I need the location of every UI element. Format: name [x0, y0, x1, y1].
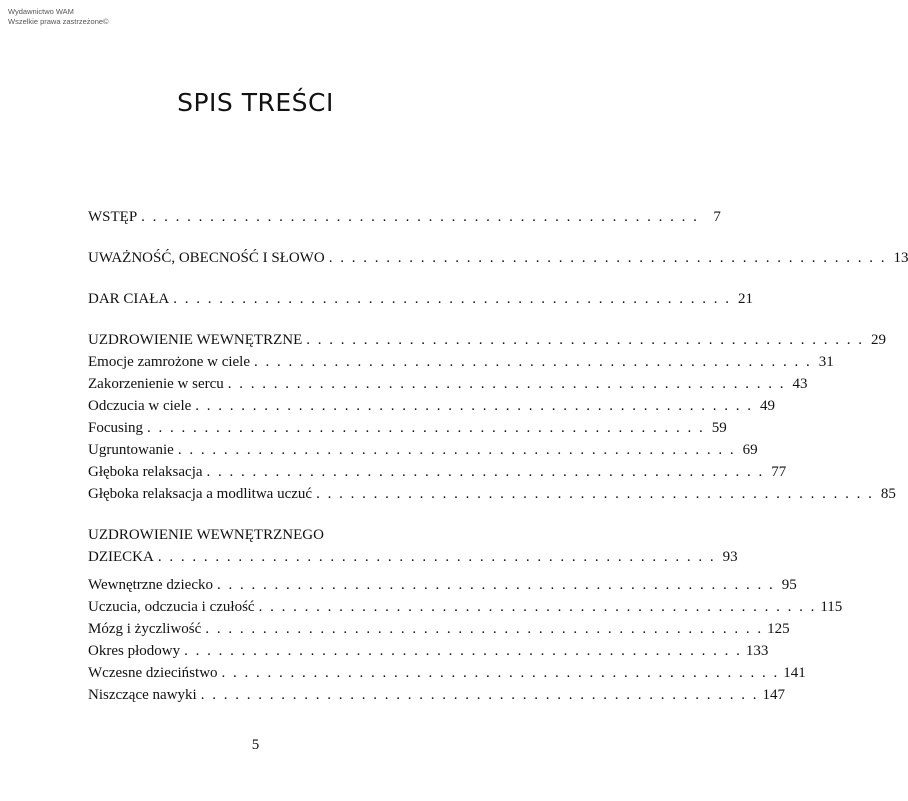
toc-entry-page: 95: [781, 577, 797, 593]
toc-entry: [88, 546, 738, 568]
toc-group: [88, 206, 721, 228]
toc-entry-page: 31: [818, 354, 834, 370]
toc-entry: [88, 439, 758, 461]
toc-entry-page: 49: [760, 398, 776, 414]
toc-entry-page: 93: [722, 549, 738, 565]
toc-entry-label: DZIECKA: [88, 549, 154, 565]
dot-leader: . . . . . . . . . . . . . . . . . . . . . . . . . . . . . . . . . . . . . . . . . . . . . . . . .: [200, 687, 759, 703]
dot-leader: . . . . . . . . . . . . . . . . . . . . . . . . . . . . . . . . . . . . . . . . . . . . . . . . .: [227, 376, 786, 392]
page-number: 5: [251, 737, 260, 753]
toc-entry-label: Głęboka relaksacja a modlitwa uczuć: [88, 486, 313, 502]
toc-entry: [88, 618, 790, 640]
toc-entry: [88, 483, 896, 505]
toc-entry: [88, 288, 753, 310]
toc-entry-label: Wewnętrzne dziecko: [88, 577, 213, 593]
toc-entry-page: 43: [792, 376, 808, 392]
dot-leader: . . . . . . . . . . . . . . . . . . . . . . . . . . . . . . . . . . . . . . . . . . . . . . . . .: [254, 354, 812, 370]
toc-group: [88, 524, 843, 706]
dot-leader: . . . . . . . . . . . . . . . . . . . . . . . . . . . . . . . . . . . . . . . . . . . . . . . . .: [328, 250, 887, 266]
toc-entry-label: Mózg i życzliwość: [88, 621, 202, 637]
dot-leader: . . . . . . . . . . . . . . . . . . . . . . . . . . . . . . . . . . . . . . . . . . . . . . . . .: [216, 577, 775, 593]
copyright-notice: Wszelkie prawa zastrzeżone©: [8, 17, 109, 26]
dot-leader: . . . . . . . . . . . . . . . . . . . . . . . . . . . . . . . . . . . . . . . . . . . . . . . . .: [173, 291, 731, 307]
toc-entry: [88, 574, 797, 596]
toc-entry-page: 141: [783, 665, 806, 681]
toc-group: [88, 288, 753, 310]
toc-group: [88, 247, 908, 269]
dot-leader: . . . . . . . . . . . . . . . . . . . . . . . . . . . . . . . . . . . . . . . . . . . . . . . . .: [184, 643, 742, 659]
dot-leader: . . . . . . . . . . . . . . . . . . . . . . . . . . . . . . . . . . . . . . . . . . . . . . . . .: [147, 420, 705, 436]
toc-entry-label: Głęboka relaksacja: [88, 464, 203, 480]
toc-entry: [88, 640, 769, 662]
toc-entry-label: Odczucia w ciele: [88, 398, 192, 414]
toc-entry-label: Okres płodowy: [88, 643, 181, 659]
publisher-notice: [8, 7, 109, 27]
toc-entry: [88, 329, 886, 351]
toc-entry: [88, 662, 806, 684]
dot-leader: . . . . . . . . . . . . . . . . . . . . . . . . . . . . . . . . . . . . . . . . . . . . . . . . .: [195, 398, 754, 414]
toc-entry-page: 21: [738, 291, 753, 307]
toc-group: [88, 329, 896, 505]
page-title: SPIS TREŚCI: [177, 88, 334, 117]
dot-leader: . . . . . . . . . . . . . . . . . . . . . . . . . . . . . . . . . . . . . . . . . . . . . . . . .: [177, 442, 736, 458]
toc-entry-label: UWAŻNOŚĆ, OBECNOŚĆ I SŁOWO: [88, 250, 325, 266]
toc-entry: [88, 395, 776, 417]
toc-entry: [88, 684, 785, 706]
toc-entry-page: 69: [742, 442, 758, 458]
dot-leader: . . . . . . . . . . . . . . . . . . . . . . . . . . . . . . . . . . . . . . . . . . . . . . . . .: [206, 464, 765, 480]
dot-leader: . . . . . . . . . . . . . . . . . . . . . . . . . . . . . . . . . . . . . . . . . . . . . . . . .: [306, 332, 864, 348]
toc-entry-label: Uczucia, odczucia i czułość: [88, 599, 255, 615]
toc-entry-label: Niszczące nawyki: [88, 687, 197, 703]
publisher-name: Wydawnictwo WAM: [8, 7, 74, 16]
toc-entry-page: 125: [767, 621, 790, 637]
toc-entry-label: Ugruntowanie: [88, 442, 174, 458]
table-of-contents: [88, 206, 908, 706]
toc-entry-page: 147: [762, 687, 785, 703]
toc-entry: [88, 417, 727, 439]
toc-entry-label: Emocje zamrożone w ciele: [88, 354, 250, 370]
dot-leader: . . . . . . . . . . . . . . . . . . . . . . . . . . . . . . . . . . . . . . . . . . . . . . . . .: [141, 209, 699, 225]
toc-entry-page: 85: [880, 486, 896, 502]
toc-entry: [88, 351, 834, 373]
toc-entry-page: 77: [771, 464, 787, 480]
toc-entry-page: 133: [745, 643, 769, 659]
toc-entry-label: DAR CIAŁA: [88, 291, 170, 307]
toc-entry-label: Zakorzenienie w sercu: [88, 376, 224, 392]
toc-entry-page: 13: [893, 250, 908, 266]
toc-entry-page: 59: [711, 420, 727, 436]
dot-leader: . . . . . . . . . . . . . . . . . . . . . . . . . . . . . . . . . . . . . . . . . . . . . . . . .: [316, 486, 874, 502]
toc-entry-label: UZDROWIENIE WEWNĘTRZNE: [88, 332, 303, 348]
toc-heading-first-line: UZDROWIENIE WEWNĘTRZNEGO: [88, 527, 324, 543]
toc-entry-page: 7: [713, 209, 721, 225]
dot-leader: . . . . . . . . . . . . . . . . . . . . . . . . . . . . . . . . . . . . . . . . . . . . . . . . .: [221, 665, 780, 681]
dot-leader: . . . . . . . . . . . . . . . . . . . . . . . . . . . . . . . . . . . . . . . . . . . . . . . . .: [205, 621, 764, 637]
toc-entry-page: 29: [871, 332, 886, 348]
toc-entry: [88, 461, 787, 483]
dot-leader: . . . . . . . . . . . . . . . . . . . . . . . . . . . . . . . . . . . . . . . . . . . . . . . . .: [157, 549, 716, 565]
toc-entry: [88, 206, 721, 228]
toc-entry: [88, 373, 808, 395]
toc-entry: [88, 247, 908, 269]
toc-entry-label: Wczesne dzieciństwo: [88, 665, 218, 681]
toc-entry: [88, 596, 843, 618]
toc-entry-label: Focusing: [88, 420, 144, 436]
toc-entry-page: 115: [820, 599, 843, 615]
dot-leader: . . . . . . . . . . . . . . . . . . . . . . . . . . . . . . . . . . . . . . . . . . . . . . . . .: [258, 599, 817, 615]
toc-entry-label: WSTĘP: [88, 209, 138, 225]
